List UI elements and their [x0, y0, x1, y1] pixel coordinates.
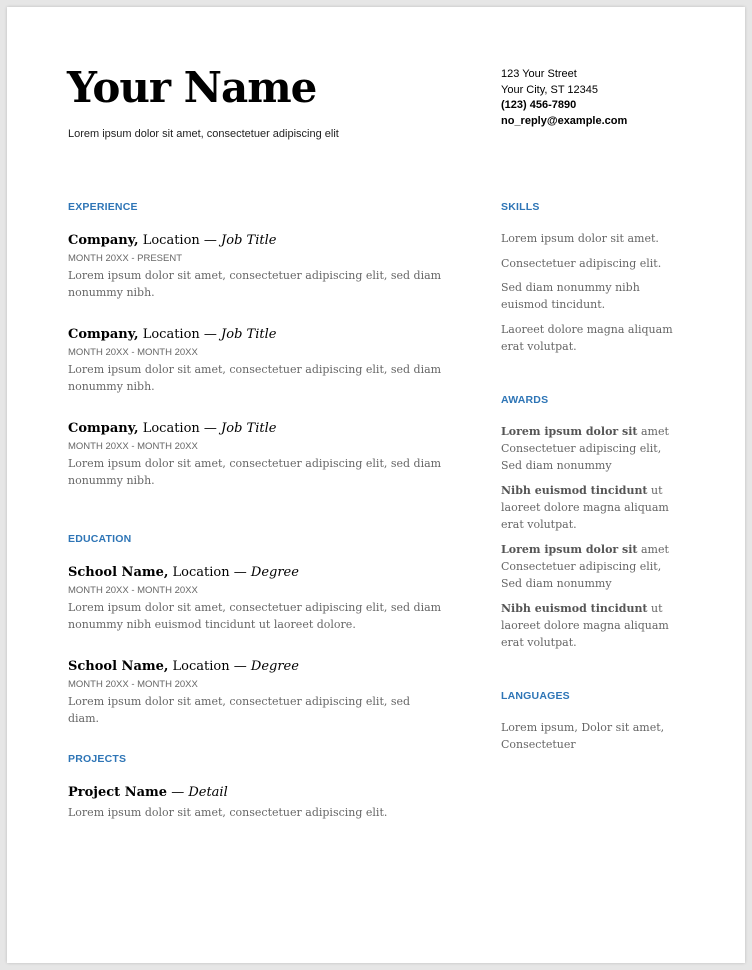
entry-title: [68, 784, 443, 802]
entry-location: Location —: [138, 233, 222, 248]
award-bold: Lorem ipsum dolor sit: [501, 425, 638, 438]
entry-title: [68, 564, 443, 582]
experience-entry: [68, 326, 443, 395]
award-text: ut laoreet dolore magna aliquam erat volutpat.: [501, 484, 669, 531]
education-entry: [68, 658, 443, 727]
entry-org: Company,: [68, 327, 139, 342]
entry-description: Lorem ipsum dolor sit amet, consectetuer adipiscing elit, sed diam nonummy nibh euismod tincidunt ut laoreet dolore.: [68, 601, 442, 631]
award-bold: Lorem ipsum dolor sit: [501, 543, 638, 556]
resume-name: Your Name: [67, 63, 317, 112]
entry-location: Location —: [168, 565, 251, 580]
experience-heading: EXPERIENCE: [68, 201, 138, 213]
entry-description: Lorem ipsum dolor sit amet, consectetuer adipiscing elit, sed diam nonummy nibh.: [68, 363, 442, 393]
education-heading: EDUCATION: [68, 533, 132, 545]
entry-role: Detail: [188, 785, 228, 800]
entry-date: MONTH 20XX - PRESENT: [68, 253, 183, 264]
skill-item: Laoreet dolore magna aliquam erat volutpat.: [501, 323, 673, 353]
entry-location: Location —: [138, 327, 222, 342]
entry-date: MONTH 20XX - MONTH 20XX: [68, 679, 198, 690]
entry-date: MONTH 20XX - MONTH 20XX: [68, 347, 198, 358]
entry-role: Degree: [250, 565, 299, 580]
contact-email: no_reply@example.com: [501, 114, 628, 127]
entry-title: [68, 232, 443, 250]
skill-item: Sed diam nonummy nibh euismod tincidunt.: [501, 281, 640, 311]
languages-heading: LANGUAGES: [501, 690, 570, 702]
entry-description: Lorem ipsum dolor sit amet, consectetuer adipiscing elit.: [68, 806, 388, 819]
entry-description: Lorem ipsum dolor sit amet, consectetuer adipiscing elit, sed diam nonummy nibh.: [68, 457, 442, 487]
entry-org: School Name,: [68, 565, 169, 580]
entry-title: [68, 326, 443, 344]
resume-tagline: Lorem ipsum dolor sit amet, consectetuer adipiscing elit: [68, 128, 339, 140]
entry-org: School Name,: [68, 659, 169, 674]
contact-phone: (123) 456-7890: [501, 99, 577, 111]
award-bold: Nibh euismod tincidunt: [501, 602, 648, 615]
skills-heading: SKILLS: [501, 201, 540, 213]
award-text: amet Consectetuer adipiscing elit, Sed diam nonummy: [501, 543, 669, 590]
projects-heading: PROJECTS: [68, 753, 127, 765]
entry-role: Degree: [250, 659, 299, 674]
entry-description: Lorem ipsum dolor sit amet, consectetuer adipiscing elit, sed diam nonummy nibh.: [68, 269, 442, 299]
entry-date: MONTH 20XX - MONTH 20XX: [68, 441, 198, 452]
award-item: [501, 600, 681, 651]
entry-location: —: [167, 785, 189, 800]
entry-role: Job Title: [221, 327, 277, 342]
award-text: ut laoreet dolore magna aliquam erat volutpat.: [501, 602, 669, 649]
education-entry: [68, 564, 443, 633]
award-item: [501, 423, 681, 474]
experience-entry: [68, 420, 443, 489]
resume-page: [7, 7, 745, 963]
awards-heading: AWARDS: [501, 394, 549, 406]
contact-street: 123 Your Street: [501, 68, 577, 80]
entry-title: [68, 658, 443, 676]
entry-location: Location —: [138, 421, 222, 436]
entry-org: Project Name: [68, 785, 168, 800]
skill-item: Consectetuer adipiscing elit.: [501, 257, 662, 270]
entry-role: Job Title: [221, 233, 277, 248]
award-item: [501, 541, 681, 592]
contact-block: [501, 67, 627, 129]
entry-date: MONTH 20XX - MONTH 20XX: [68, 585, 198, 596]
entry-role: Job Title: [221, 421, 277, 436]
entry-location: Location —: [168, 659, 251, 674]
award-text: amet Consectetuer adipiscing elit, Sed diam nonummy: [501, 425, 669, 472]
contact-city: Your City, ST 12345: [501, 83, 599, 96]
entry-org: Company,: [68, 421, 139, 436]
project-entry: [68, 784, 443, 821]
entry-org: Company,: [68, 233, 139, 248]
award-bold: Nibh euismod tincidunt: [501, 484, 648, 497]
languages-text: Lorem ipsum, Dolor sit amet, Consectetuer: [501, 721, 665, 751]
entry-description: Lorem ipsum dolor sit amet, consectetuer adipiscing elit, sed diam.: [68, 695, 411, 725]
entry-title: [68, 420, 443, 438]
award-item: [501, 482, 681, 533]
skill-item: Lorem ipsum dolor sit amet.: [501, 232, 659, 245]
experience-entry: [68, 232, 443, 301]
